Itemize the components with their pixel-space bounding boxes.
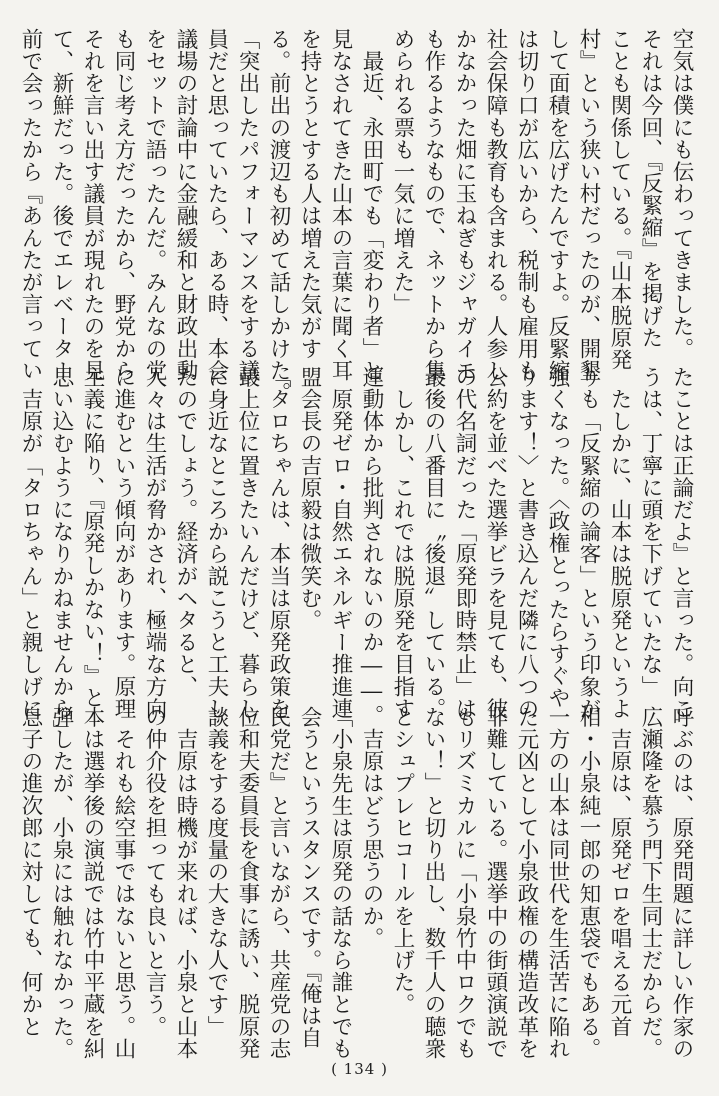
text-column: 息子の進次郎に対しても、何かと (18, 706, 43, 1038)
text-column: 相・小泉純一郎の知恵袋でもある。 (576, 706, 601, 1060)
text-column: 見なされてきた山本の言葉に聞く耳 (328, 28, 353, 382)
text-column: して面積を広げたんですよ。反緊縮 (545, 28, 570, 382)
text-column: 運動体から批判されないのか――。 (359, 366, 384, 727)
text-column: 本は選挙後の演説では竹中平蔵を糾 (80, 706, 105, 1060)
text-column: 吉原が「タロちゃん」と親しげに (18, 366, 43, 720)
text-column: をセットで語ったんだ。みんなの党 (142, 28, 167, 382)
text-column: しかし、これでは脱原発を目指す (390, 366, 415, 720)
text-column: 吉原は時機が来れば、小泉と山本 (173, 706, 198, 1060)
text-column: の代名詞だった「原発即時禁止」は (452, 366, 477, 720)
text-column: 議場の討論中に金融緩和と財政出動 (173, 28, 198, 382)
text-column: の仲介役を担っても良いと言う。 (142, 706, 167, 1038)
text-column: 最近、永田町でも「変わり者」と (359, 28, 384, 382)
text-column: 吉原はどう思うのか。 (359, 706, 384, 950)
text-tier-top (18, 28, 697, 404)
text-column: ない！」と切り出し、数千人の聴衆 (421, 706, 446, 1060)
text-column: たことは正論だよ』と言った。向こ (669, 366, 694, 720)
text-column: たしかに、山本は脱原発というよ (607, 366, 632, 720)
text-column: められる票も一気に増えた」 (390, 28, 415, 316)
text-column: に進むという傾向があります。原理 (111, 366, 136, 720)
text-column: 最上位に置きたいんだけど、暮らし (235, 366, 260, 720)
text-column: 一方の山本は同世代を生活苦に陥れ (545, 706, 570, 1060)
text-column: うは、丁寧に頭を下げていたな」 (638, 366, 663, 698)
text-column: 公約を並べた選挙ビラを見ても、彼 (483, 366, 508, 720)
text-column: 非難している。選挙中の街頭演説で (483, 706, 508, 1060)
text-column: ことも関係している。『山本脱原発 (607, 28, 632, 371)
text-column: 「小泉先生は原発の話なら誰とでも (328, 706, 353, 1060)
text-column: それを言い出す議員が現れたのを見 (80, 28, 105, 382)
text-column: も同じ考え方だったから、野党から (111, 28, 136, 382)
text-column: 前で会ったから『あんたが言ってい (18, 28, 43, 382)
text-column: それは今回、『反緊縮』を掲げた (638, 28, 663, 349)
text-column: に身近なところから説こうと工夫し (204, 366, 229, 720)
text-column: 広瀬隆を慕う門下生同士だからだ。 (638, 706, 663, 1060)
text-column: 社会保障も教育も含まれる。人参し (483, 28, 508, 382)
text-column: 人々は生活が脅かされ、極端な方向 (142, 366, 167, 720)
text-tier-middle (18, 366, 697, 742)
text-column: 会うというスタンスです。『俺は自 (297, 706, 322, 1049)
text-column: を持とうとする人は増えた気がす (297, 28, 322, 360)
text-column: それも絵空事ではないと思う。山 (111, 706, 136, 1060)
text-column: 員だと思っていたら、ある時、本会 (204, 28, 229, 382)
text-column: も作るようなもので、ネットから集 (421, 28, 446, 382)
text-column: かなかった畑に玉ねぎもジャガイモ (452, 28, 477, 382)
text-column: とシュプレヒコールを上げた。 (390, 706, 415, 1016)
text-column: ります！〉と書き込んだ隣に八つの (514, 366, 539, 720)
text-column: 呼ぶのは、原発問題に詳しい作家の (669, 706, 694, 1060)
text-column: 空気は僕にも伝わってきました。 (669, 28, 694, 360)
text-tier-bottom (18, 706, 697, 1060)
text-column: 村』という狭い村だったのが、開墾 (576, 28, 601, 382)
text-column: 最後の八番目に〝後退〟している。 (421, 366, 446, 720)
text-column: 主義に陥り、『原発しかない！』と (80, 366, 105, 709)
text-column: 「突出したパフォーマンスをする議 (235, 28, 260, 382)
text-column: 強くなった。〈政権とったらすぐや (545, 366, 570, 709)
text-column: 「タロちゃんは、本当は原発政策を (266, 366, 291, 720)
text-column: る。前出の渡辺も初めて話しかけた。 (266, 28, 291, 404)
text-column: 談義をする度量の大きな人です」 (204, 706, 229, 1038)
text-column: たのでしょう。経済がヘタると、 (173, 366, 198, 698)
text-column: 位和夫委員長を食事に誘い、脱原発 (235, 706, 260, 1060)
text-column: は切り口が広いから、税制も雇用も (514, 28, 539, 382)
text-column: 弾したが、小泉には触れなかった。 (49, 706, 74, 1060)
text-column: 思い込むようになりかねませんから」 (49, 366, 74, 742)
text-column: 吉原は、原発ゼロを唱える元首 (607, 706, 632, 1038)
text-column: た元凶として小泉政権の構造改革を (514, 706, 539, 1060)
text-column: て、新鮮だった。後でエレベーター (49, 28, 74, 382)
page-number: ( 134 ) (331, 1060, 388, 1078)
text-column: 民党だ』と言いながら、共産党の志 (266, 706, 291, 1060)
text-column: もリズミカルに「小泉竹中ロクでも (452, 706, 477, 1060)
text-column: 盟会長の吉原毅は微笑む。 (297, 366, 322, 632)
text-column: 原発ゼロ・自然エネルギー推進連 (328, 366, 353, 720)
text-column: りも「反緊縮の論客」という印象が (576, 366, 601, 720)
